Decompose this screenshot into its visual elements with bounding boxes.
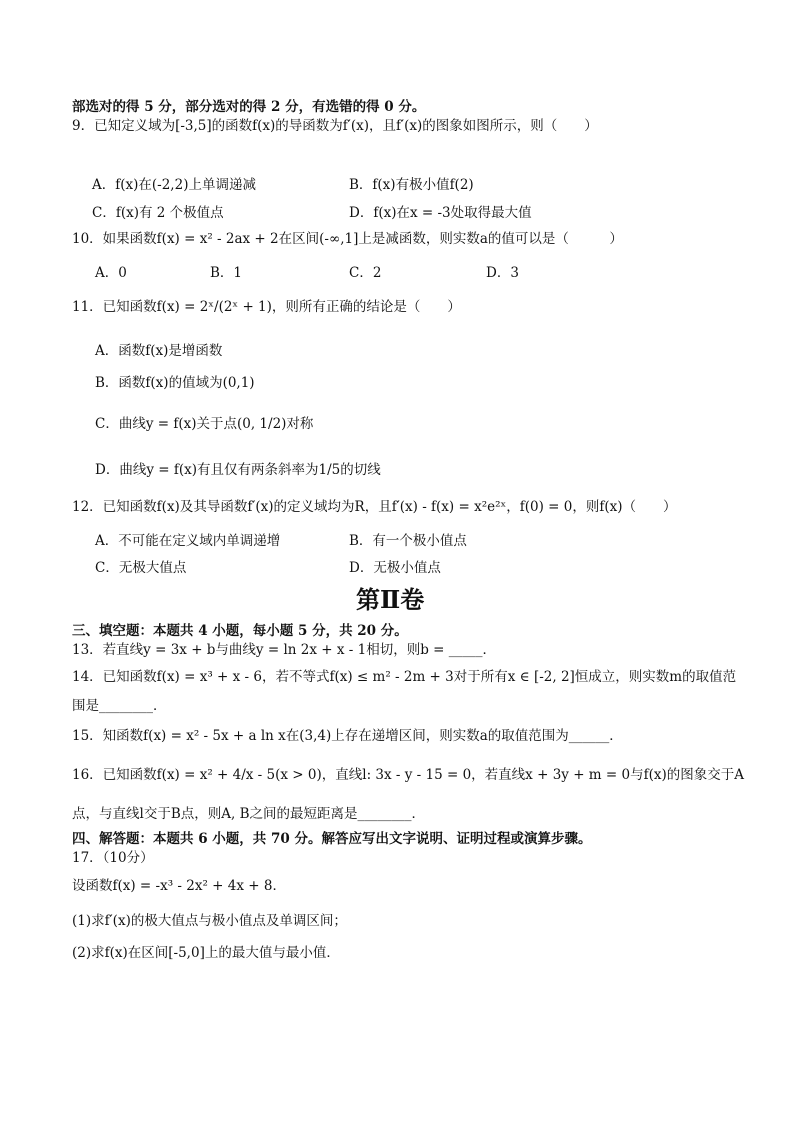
q11-option-c: C．曲线y = f(x)关于点(0, 1/2)对称 bbox=[95, 416, 314, 432]
scoring-instructions: 部选对的得 5 分，部分选对的得 2 分，有选错的得 0 分。 bbox=[72, 99, 426, 115]
question-10: 10．如果函数f(x) = x² - 2ax + 2在区间(-∞,1]上是减函数，则实数a的值可以是（ ） bbox=[72, 231, 623, 247]
q12-option-b: B．有一个极小值点 bbox=[349, 533, 467, 549]
volume-2-heading: 第Ⅱ卷 bbox=[356, 585, 425, 614]
section-4-heading: 四、解答题：本题共 6 小题，共 70 分。解答应写出文字说明、证明过程或演算步骤。 bbox=[72, 831, 592, 847]
question-9: 9．已知定义域为[-3,5]的函数f(x)的导函数为f′(x)，且f′(x)的图象如图所示，则（ ） bbox=[72, 118, 598, 134]
question-14-line-1: 14．已知函数f(x) = x³ + x - 6，若不等式f(x) ≤ m² - 2m + 3对于所有x ∈ [-2, 2]恒成立，则实数m的取值范 bbox=[72, 669, 737, 685]
q10-option-c: C．2 bbox=[349, 265, 382, 281]
question-12: 12．已知函数f(x)及其导函数f′(x)的定义域均为R，且f′(x) - f(x) = x²e²ˣ，f(0) = 0，则f(x)（ ） bbox=[72, 499, 677, 515]
q11-option-a: A．函数f(x)是增函数 bbox=[95, 343, 223, 359]
q10-option-b: B．1 bbox=[210, 265, 243, 281]
q9-option-c: C．f(x)有 2 个极值点 bbox=[92, 205, 224, 221]
question-17-stem: 设函数f(x) = -x³ - 2x² + 4x + 8． bbox=[72, 878, 286, 894]
q12-option-c: C．无极大值点 bbox=[95, 560, 187, 576]
q9-option-d: D．f(x)在x = -3处取得最大值 bbox=[349, 205, 532, 221]
question-11: 11．已知函数f(x) = 2ˣ/(2ˣ + 1)，则所有正确的结论是（ ） bbox=[72, 299, 461, 315]
question-14-line-2: 围是________． bbox=[72, 698, 167, 714]
q12-option-a: A．不可能在定义域内单调递增 bbox=[95, 533, 281, 549]
question-13: 13．若直线y = 3x + b与曲线y = ln 2x + x - 1相切，则b = _____． bbox=[72, 642, 496, 658]
question-17-part-1: (1)求f′(x)的极大值点与极小值点及单调区间； bbox=[72, 913, 347, 929]
question-16-line-1: 16．已知函数f(x) = x² + 4/x - 5(x > 0)，直线l: 3x - y - 15 = 0，若直线x + 3y + m = 0与f(x)的图象交于A bbox=[72, 767, 744, 783]
q11-option-d: D．曲线y = f(x)有且仅有两条斜率为1/5的切线 bbox=[95, 462, 381, 478]
question-15: 15．知函数f(x) = x² - 5x + a ln x在(3,4)上存在递增区间，则实数a的取值范围为______． bbox=[72, 728, 623, 744]
q11-option-b: B．函数f(x)的值域为(0,1) bbox=[95, 375, 255, 391]
question-17-part-2: (2)求f(x)在区间[-5,0]上的最大值与最小值． bbox=[72, 945, 340, 961]
q9-option-a: A．f(x)在(-2,2)上单调递减 bbox=[92, 177, 256, 193]
section-3-heading: 三、填空题：本题共 4 小题，每小题 5 分，共 20 分。 bbox=[72, 623, 408, 639]
q10-option-a: A．0 bbox=[95, 265, 127, 281]
question-16-line-2: 点，与直线l交于B点，则A, B之间的最短距离是________． bbox=[72, 806, 425, 822]
q9-option-b: B．f(x)有极小值f(2) bbox=[349, 177, 474, 193]
q10-option-d: D．3 bbox=[486, 265, 519, 281]
question-17-header: 17．（10分） bbox=[72, 850, 154, 866]
q12-option-d: D．无极小值点 bbox=[349, 560, 441, 576]
